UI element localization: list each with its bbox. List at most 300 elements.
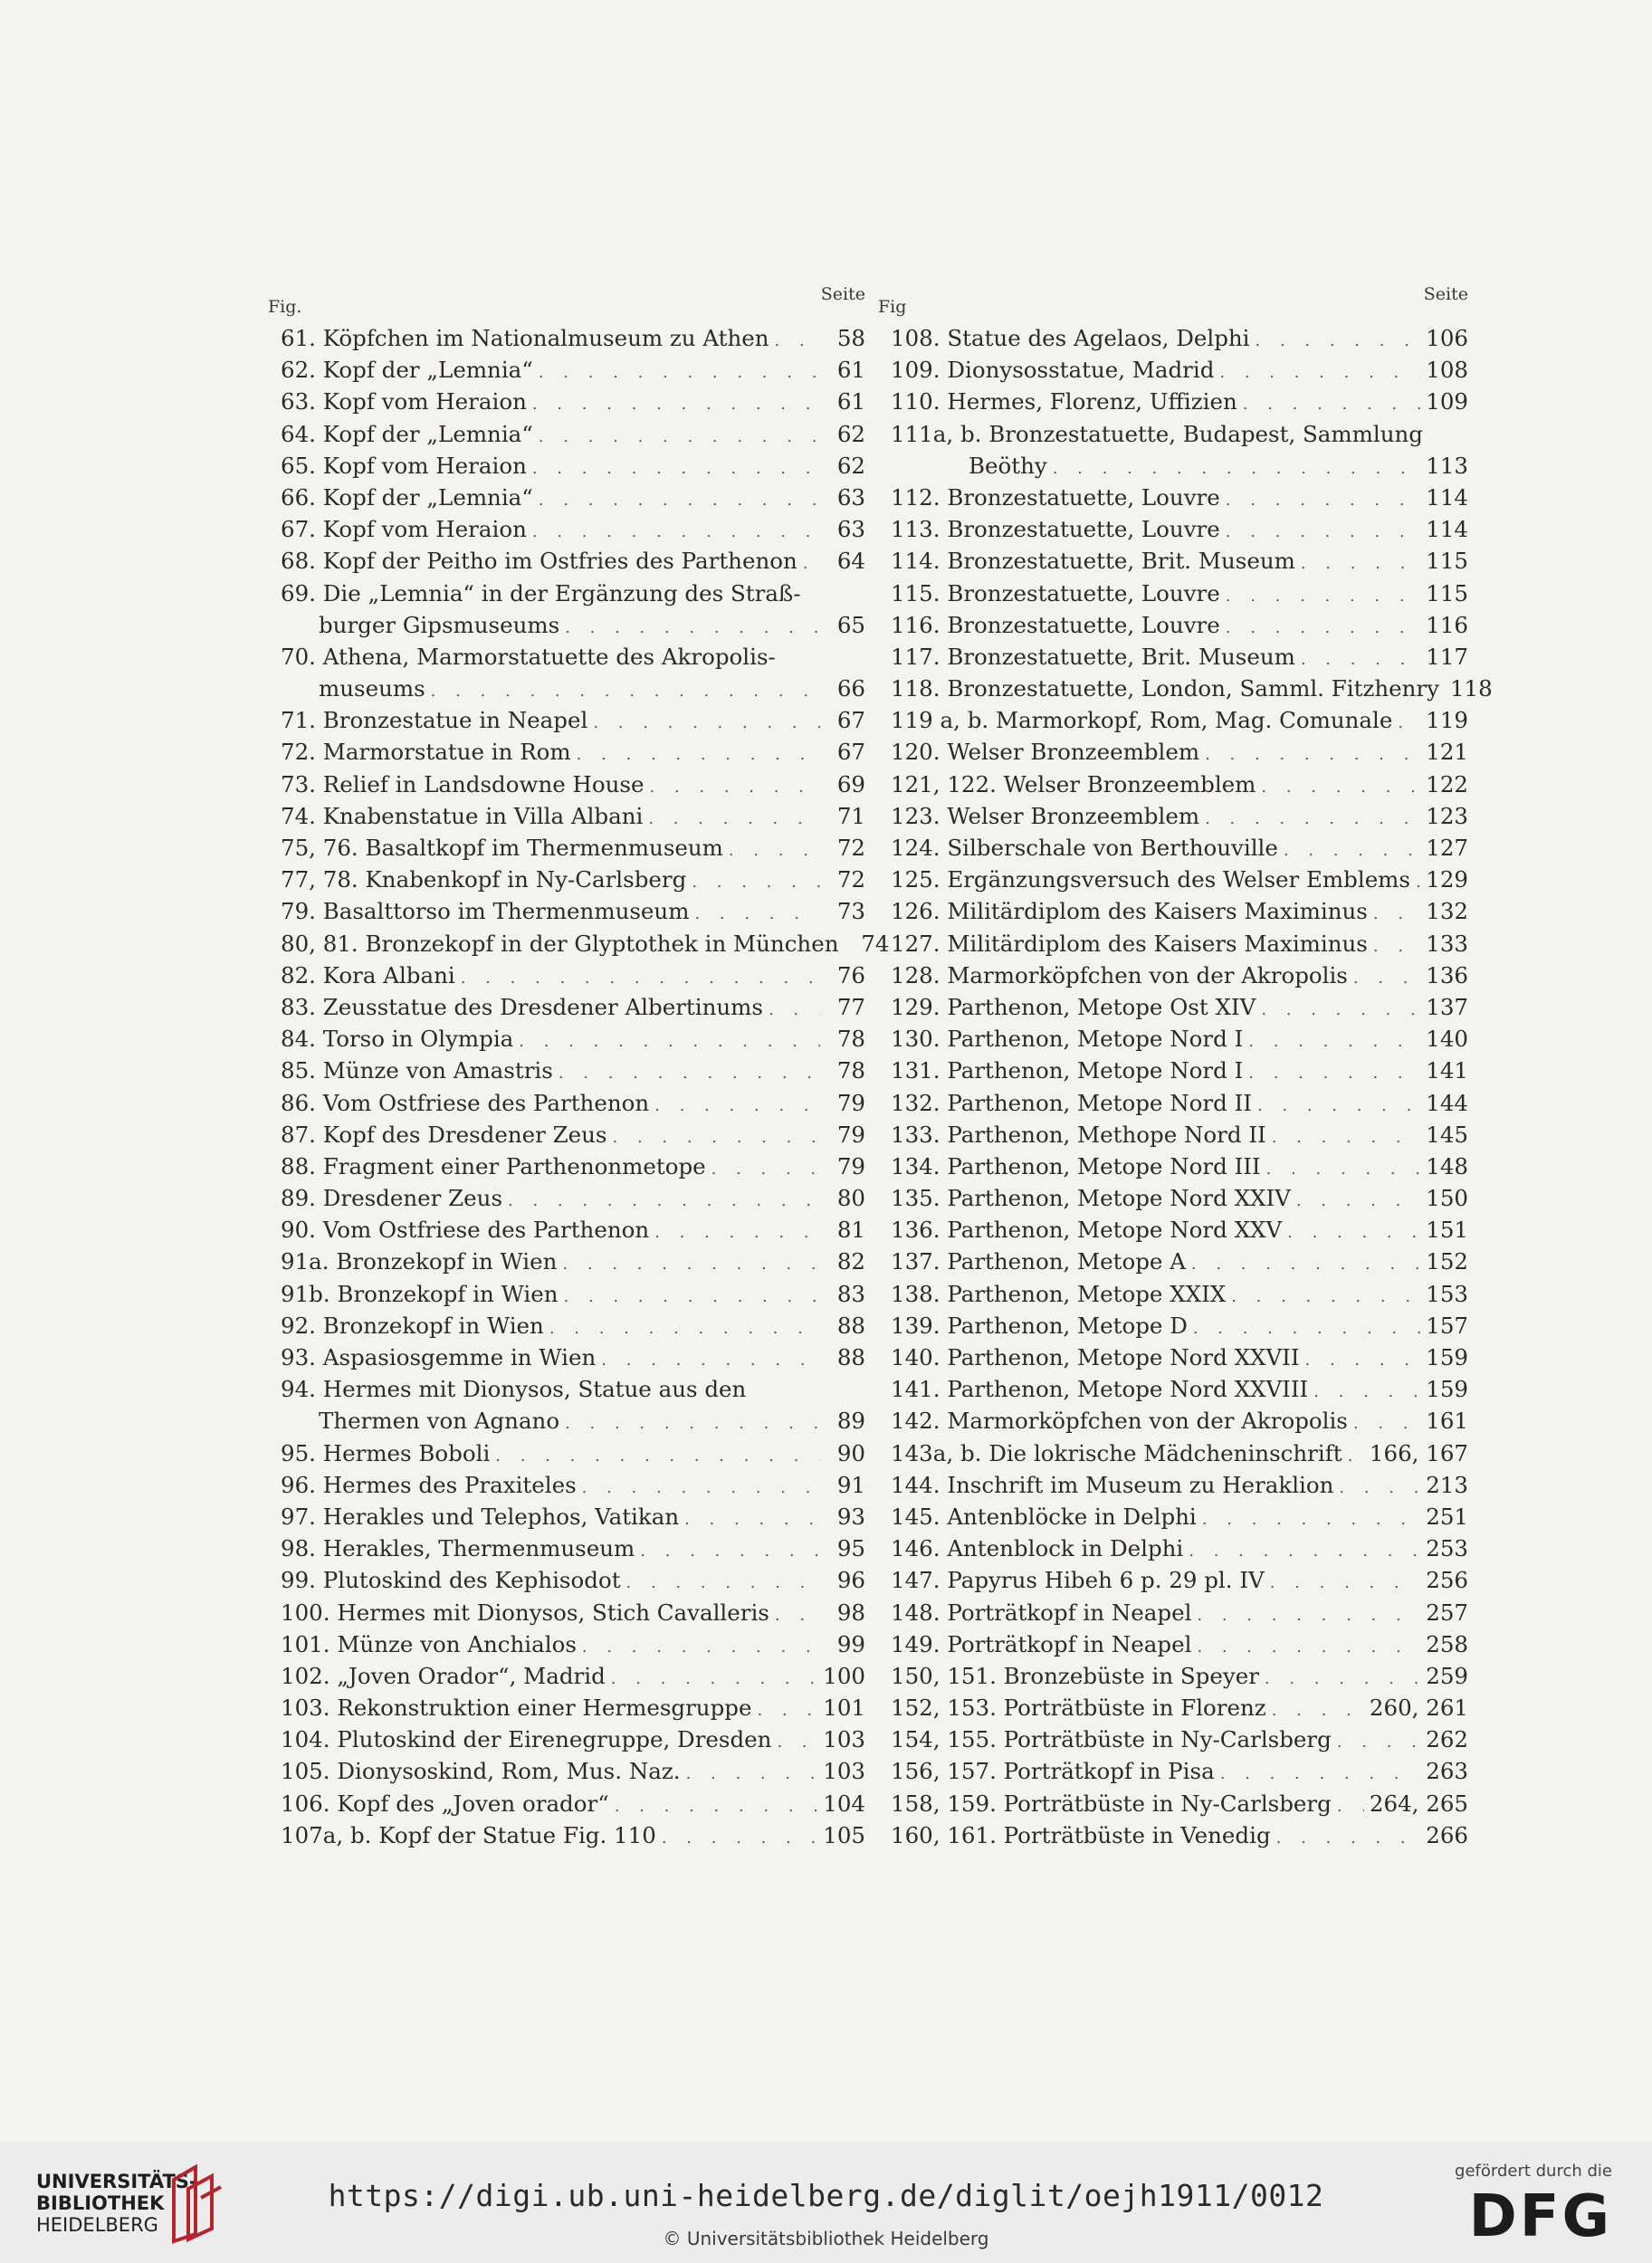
entry-page: 153 <box>1426 1280 1468 1307</box>
entry-page: 78 <box>836 1026 865 1053</box>
dot-leader <box>461 962 820 994</box>
dot-leader <box>539 484 820 516</box>
dot-leader <box>1193 1313 1420 1344</box>
entry-label: 101. Münze von Anchialos <box>281 1630 577 1657</box>
index-entry <box>878 1214 1468 1246</box>
entry-page: 63 <box>836 516 865 543</box>
entry-page: 119 <box>1426 707 1468 734</box>
dot-leader <box>684 1504 820 1535</box>
entry-page: 104 <box>823 1790 865 1817</box>
index-entry <box>878 769 1468 800</box>
entry-label: 65. Kopf vom Heraion <box>281 452 527 479</box>
dot-leader <box>565 612 820 644</box>
index-entry <box>878 864 1468 895</box>
dot-leader <box>615 1790 818 1822</box>
entry-page: 67 <box>836 707 865 734</box>
entry-label: 129. Parthenon, Metope Ost XIV <box>891 993 1256 1020</box>
entry-label: 124. Silberschale von Berthouville <box>891 835 1278 861</box>
entry-page: 116 <box>1426 611 1468 638</box>
index-entry <box>878 1278 1468 1310</box>
entry-page: 266 <box>1426 1821 1468 1848</box>
index-entry <box>878 1119 1468 1151</box>
dot-leader <box>1305 1344 1421 1376</box>
entry-label: 92. Bronzekopf in Wien <box>281 1312 544 1339</box>
entry-page: 106 <box>1426 325 1468 351</box>
viewer-footer <box>0 2142 1652 2263</box>
entry-label: 147. Papyrus Hibeh 6 p. 29 pl. IV <box>891 1567 1265 1594</box>
dot-leader <box>769 994 820 1026</box>
index-entry <box>268 1246 865 1277</box>
index-entry <box>878 928 1468 960</box>
entry-page: 159 <box>1426 1376 1468 1403</box>
entry-label: 102. „Joven Orador“, Madrid <box>281 1662 606 1689</box>
dot-leader <box>1272 1695 1364 1726</box>
entry-label: 83. Zeusstatue des Dresdener Albertinums <box>281 993 763 1020</box>
entry-page: 257 <box>1426 1599 1468 1626</box>
entry-page: 115 <box>1426 579 1468 606</box>
index-entry <box>268 578 865 609</box>
entry-page: 114 <box>1426 483 1468 511</box>
entry-page: 103 <box>823 1726 865 1753</box>
index-entry <box>878 1437 1468 1469</box>
entry-label: 72. Marmorstatue in Rom <box>281 739 571 766</box>
dot-leader <box>1248 1026 1420 1057</box>
dot-leader <box>559 1057 820 1089</box>
entry-label: 82. Kora Albani <box>281 961 455 988</box>
index-entry <box>878 1501 1468 1533</box>
entry-label: 66. Kopf der „Lemnia“ <box>281 483 533 511</box>
entry-label: 97. Herakles und Telephos, Vatikan <box>281 1503 680 1530</box>
index-entry <box>268 1533 865 1564</box>
entry-label: 103. Rekonstruktion einer Hermesgruppe <box>281 1695 752 1722</box>
index-entry <box>268 1660 865 1692</box>
dot-leader <box>729 835 820 866</box>
entry-label: 106. Kopf des „Joven orador“ <box>281 1790 609 1817</box>
header-seite: Seite <box>1423 284 1468 304</box>
entry-page: 71 <box>836 802 865 829</box>
index-entry <box>878 1692 1468 1724</box>
entry-label: 61. Köpfchen im Nationalmuseum zu Athen <box>281 325 769 351</box>
index-entry <box>268 928 890 960</box>
entry-label: 139. Parthenon, Metope D <box>891 1312 1188 1339</box>
dot-leader <box>611 1663 817 1695</box>
dot-leader <box>1373 931 1420 962</box>
index-entry <box>878 1660 1468 1692</box>
index-entry <box>268 800 865 832</box>
copyright-notice: © Universitätsbibliothek Heidelberg <box>663 2228 989 2249</box>
index-entry <box>878 578 1468 609</box>
index-entry <box>878 1533 1468 1564</box>
column-header <box>268 281 865 322</box>
entry-label: 160, 161. Porträtbüste in Venedig <box>891 1821 1271 1848</box>
index-entry <box>878 991 1468 1023</box>
dot-leader <box>711 1153 820 1185</box>
entry-page: 98 <box>836 1599 865 1626</box>
entry-page: 62 <box>836 452 865 479</box>
dot-leader <box>1301 644 1420 675</box>
entry-page: 93 <box>836 1503 865 1530</box>
dot-leader <box>565 1408 820 1439</box>
entry-label: 130. Parthenon, Metope Nord I <box>891 1026 1244 1053</box>
entry-label: 69. Die „Lemnia“ in der Ergänzung des Straß- <box>281 579 801 606</box>
entry-page: 159 <box>1426 1344 1468 1370</box>
dot-leader <box>613 1122 821 1153</box>
index-entry <box>878 1055 1468 1086</box>
index-entry <box>878 704 1468 736</box>
dot-leader <box>1197 1599 1420 1631</box>
permalink-url[interactable]: https://digi.ub.uni-heidelberg.de/diglit/oejh1911/0012 <box>328 2178 1324 2213</box>
dot-leader <box>1243 388 1420 420</box>
index-entry <box>268 1214 865 1246</box>
index-entry <box>268 832 865 864</box>
library-name-line3: HEIDELBERG <box>36 2214 158 2236</box>
entry-label: 94. Hermes mit Dionysos, Statue aus den <box>281 1376 747 1403</box>
entry-page: 108 <box>1426 357 1468 384</box>
entry-page: 89 <box>836 1408 865 1435</box>
dot-leader <box>1266 1153 1421 1185</box>
index-entry <box>878 1087 1468 1119</box>
entry-page: 144 <box>1426 1089 1468 1116</box>
entry-page: 67 <box>836 739 865 766</box>
entry-label: 121, 122. Welser Bronzeemblem <box>891 770 1256 797</box>
entry-label: 91b. Bronzekopf in Wien <box>281 1280 559 1307</box>
entry-page: 127 <box>1426 835 1468 861</box>
entry-page: 78 <box>836 1057 865 1084</box>
index-entry <box>268 1373 865 1405</box>
index-entry <box>268 960 865 991</box>
entry-page: 109 <box>1426 388 1468 415</box>
index-entry <box>878 1597 1468 1628</box>
dot-leader <box>1284 835 1420 866</box>
dot-leader <box>582 1472 820 1504</box>
entry-label: 143a, b. Die lokrische Mädcheninschrift <box>891 1439 1342 1466</box>
dot-leader <box>777 1726 817 1758</box>
entry-page: 96 <box>836 1567 865 1594</box>
index-entry <box>268 1182 865 1214</box>
entry-page: 76 <box>836 961 865 988</box>
entry-label: 119 a, b. Marmorkopf, Rom, Mag. Comunale <box>891 707 1393 734</box>
index-entry <box>268 704 865 736</box>
dot-leader <box>1191 1248 1420 1280</box>
column-header <box>878 281 1468 322</box>
index-entry <box>268 1437 865 1469</box>
entry-label: 77, 78. Knabenkopf in Ny-Carlsberg <box>281 866 687 893</box>
entry-page: 61 <box>836 357 865 384</box>
index-entry <box>268 1055 865 1086</box>
entry-label: 111a, b. Bronzestatuette, Budapest, Sammlung <box>891 420 1423 447</box>
entry-page: 148 <box>1426 1152 1468 1179</box>
index-entry <box>268 1628 865 1660</box>
index-entry <box>268 1755 865 1787</box>
entry-label: 131. Parthenon, Metope Nord I <box>891 1057 1244 1084</box>
index-entry <box>878 641 1468 673</box>
index-entry <box>268 354 865 386</box>
entry-label: 87. Kopf des Dresdener Zeus <box>281 1121 607 1148</box>
entry-page: 150 <box>1426 1185 1468 1212</box>
entry-page: 88 <box>836 1344 865 1370</box>
entry-page: 251 <box>1426 1503 1468 1530</box>
entry-label: 62. Kopf der „Lemnia“ <box>281 357 533 384</box>
entry-label: 134. Parthenon, Metope Nord III <box>891 1152 1261 1179</box>
index-entry <box>268 482 865 513</box>
dot-leader <box>1219 357 1420 388</box>
entry-page: 133 <box>1426 930 1468 957</box>
entry-page: 90 <box>836 1439 865 1466</box>
dot-leader <box>1205 803 1420 835</box>
entry-page: 63 <box>836 483 865 511</box>
entry-page: 263 <box>1426 1758 1468 1785</box>
entry-label: Thermen von Agnano <box>319 1408 560 1435</box>
dot-leader <box>1353 962 1420 994</box>
header-fig: Fig <box>878 297 907 317</box>
index-entry <box>878 895 1468 927</box>
index-entry <box>268 1819 865 1851</box>
entry-page: 259 <box>1426 1662 1468 1689</box>
dot-leader <box>662 1822 817 1854</box>
entry-label: 142. Marmorköpfchen von der Akropolis <box>891 1408 1348 1435</box>
entry-label: 71. Bronzestatue in Neapel <box>281 707 588 734</box>
entry-page: 66 <box>836 675 865 702</box>
entry-label: burger Gipsmuseums <box>319 611 560 638</box>
dot-leader <box>593 707 820 739</box>
index-entry <box>878 1023 1468 1055</box>
dot-leader <box>495 1440 820 1472</box>
index-entry <box>878 450 1468 482</box>
index-entry <box>878 1469 1468 1501</box>
entry-page: 161 <box>1426 1408 1468 1435</box>
entry-page: 264, 265 <box>1369 1790 1468 1817</box>
entry-label: 158, 159. Porträtbüste in Ny-Carlsberg <box>891 1790 1332 1817</box>
entry-page: 83 <box>836 1280 865 1307</box>
entry-page: 62 <box>836 420 865 447</box>
index-entry <box>268 736 865 768</box>
index-entry <box>878 609 1468 641</box>
entry-label: Beöthy <box>969 452 1047 479</box>
index-entry <box>268 1278 865 1310</box>
dot-leader <box>1261 994 1420 1026</box>
dot-leader <box>640 1535 820 1567</box>
index-entry <box>268 864 865 895</box>
entry-page: 122 <box>1426 770 1468 797</box>
index-entry <box>268 418 865 450</box>
entry-label: 67. Kopf vom Heraion <box>281 516 527 543</box>
entry-page: 118 <box>1449 675 1493 702</box>
entry-label: 146. Antenblock in Delphi <box>891 1535 1184 1562</box>
dot-leader <box>1398 707 1420 739</box>
index-entry <box>878 736 1468 768</box>
index-entry <box>878 1342 1468 1373</box>
entry-page: 152 <box>1426 1248 1468 1275</box>
dot-leader <box>519 1026 820 1057</box>
entry-label: 141. Parthenon, Metope Nord XXVIII <box>891 1376 1309 1403</box>
entry-label: 138. Parthenon, Metope XXIX <box>891 1280 1227 1307</box>
dot-leader <box>1337 1790 1364 1822</box>
dot-leader <box>1053 453 1421 484</box>
header-seite: Seite <box>820 284 865 304</box>
entry-label: 110. Hermes, Florenz, Uffizien <box>891 388 1237 415</box>
dot-leader <box>1265 1663 1420 1695</box>
dot-leader <box>1272 1122 1421 1153</box>
entry-page: 99 <box>836 1630 865 1657</box>
entry-label: 149. Porträtkopf in Neapel <box>891 1630 1192 1657</box>
entry-label: 114. Bronzestatuette, Brit. Museum <box>891 548 1295 575</box>
index-entry <box>878 800 1468 832</box>
index-entry <box>878 832 1468 864</box>
dot-leader <box>626 1567 820 1599</box>
dot-leader <box>654 1090 820 1122</box>
index-entry <box>268 1469 865 1501</box>
entry-page: 82 <box>836 1248 865 1275</box>
entry-label: 105. Dionysoskind, Rom, Mus. Naz. <box>281 1758 681 1785</box>
dot-leader <box>1256 325 1421 357</box>
entry-page: 166, 167 <box>1369 1439 1468 1466</box>
dot-leader <box>1276 1822 1421 1854</box>
entry-page: 73 <box>836 898 865 925</box>
dot-leader <box>1301 548 1420 579</box>
index-entry <box>878 1628 1468 1660</box>
index-entry <box>268 641 865 673</box>
library-name-line2: BIBLIOTHEK <box>36 2192 165 2214</box>
entry-label: 140. Parthenon, Metope Nord XXVII <box>891 1344 1300 1370</box>
dot-leader <box>1339 1472 1420 1504</box>
entry-label: 95. Hermes Boboli <box>281 1439 491 1466</box>
dot-leader <box>1202 1504 1420 1535</box>
index-entry <box>268 1119 865 1151</box>
entry-page: 105 <box>823 1821 865 1848</box>
entry-page: 151 <box>1426 1217 1468 1244</box>
index-entry <box>268 895 865 927</box>
dot-leader <box>1261 771 1420 803</box>
entry-label: 145. Antenblöcke in Delphi <box>891 1503 1197 1530</box>
entry-label: 137. Parthenon, Metope A <box>891 1248 1186 1275</box>
index-entry <box>878 513 1468 545</box>
dot-leader <box>577 739 820 770</box>
index-entry <box>878 354 1468 386</box>
entry-label: 117. Bronzestatuette, Brit. Museum <box>891 643 1295 670</box>
index-entry <box>878 545 1468 577</box>
entry-page: 114 <box>1426 516 1468 543</box>
entry-page: 77 <box>836 993 865 1020</box>
entry-page: 72 <box>836 866 865 893</box>
funding-note: gefördert durch die <box>1455 2162 1612 2181</box>
dot-leader <box>1231 1281 1420 1313</box>
dot-leader <box>562 1248 820 1280</box>
index-entry <box>268 513 865 545</box>
index-entry <box>878 1819 1468 1851</box>
dot-leader <box>532 453 820 484</box>
entry-label: 85. Münze von Amastris <box>281 1057 553 1084</box>
dot-leader <box>803 548 820 579</box>
index-entry <box>268 769 865 800</box>
dfg-logo[interactable]: DFG <box>1468 2183 1612 2250</box>
dot-leader <box>1226 580 1420 612</box>
index-entry <box>878 1564 1468 1596</box>
entry-label: 98. Herakles, Thermenmuseum <box>281 1535 635 1562</box>
dot-leader <box>1348 1440 1364 1472</box>
index-entry <box>268 1597 865 1628</box>
entry-page: 123 <box>1426 802 1468 829</box>
dot-leader <box>1296 1185 1420 1217</box>
entry-page: 79 <box>836 1121 865 1148</box>
entry-page: 136 <box>1426 961 1468 988</box>
entry-page: 79 <box>836 1152 865 1179</box>
index-entry <box>878 1405 1468 1437</box>
entry-page: 258 <box>1426 1630 1468 1657</box>
entry-label: 128. Marmorköpfchen von der Akropolis <box>891 961 1348 988</box>
index-entry <box>268 386 865 417</box>
entry-label: 109. Dionysosstatue, Madrid <box>891 357 1215 384</box>
dot-leader <box>564 1281 821 1313</box>
entry-label: 80, 81. Bronzekopf in der Glyptothek in München <box>281 930 839 957</box>
index-entry <box>878 386 1468 417</box>
entry-page: 157 <box>1426 1312 1468 1339</box>
dot-leader <box>1337 1726 1420 1758</box>
header-fig: Fig. <box>268 297 302 317</box>
index-entry <box>268 1405 865 1437</box>
index-entry <box>878 1182 1468 1214</box>
index-column-right <box>878 281 1493 1851</box>
entry-page: 129 <box>1426 866 1468 893</box>
dot-leader <box>1287 1217 1420 1248</box>
dot-leader <box>1189 1535 1420 1567</box>
entry-label: 93. Aspasiosgemme in Wien <box>281 1344 597 1370</box>
dot-leader <box>694 898 820 930</box>
index-entry <box>268 673 865 704</box>
entry-label: 115. Bronzestatuette, Louvre <box>891 579 1220 606</box>
index-entry <box>878 673 1493 704</box>
library-name-line1: UNIVERSITÄTS- <box>36 2171 197 2192</box>
entry-label: 68. Kopf der Peitho im Ostfries des Parthenon <box>281 548 797 575</box>
index-entry <box>268 1501 865 1533</box>
dot-leader <box>648 803 820 835</box>
entry-page: 113 <box>1426 452 1468 479</box>
dot-leader <box>1313 1376 1420 1408</box>
index-entry <box>268 1023 865 1055</box>
dot-leader <box>654 1217 820 1248</box>
entry-page: 117 <box>1426 643 1468 670</box>
dot-leader <box>549 1313 820 1344</box>
entry-page: 91 <box>836 1471 865 1498</box>
entry-label: 100. Hermes mit Dionysos, Stich Cavalleris <box>281 1599 769 1626</box>
entry-label: 79. Basalttorso im Thermenmuseum <box>281 898 690 925</box>
entry-page: 65 <box>836 611 865 638</box>
entry-label: 116. Bronzestatuette, Louvre <box>891 611 1220 638</box>
entry-page: 262 <box>1426 1726 1468 1753</box>
index-entry <box>268 1310 865 1342</box>
entry-label: 132. Parthenon, Metope Nord II <box>891 1089 1252 1116</box>
entry-label: 156, 157. Porträtkopf in Pisa <box>891 1758 1215 1785</box>
index-entry <box>878 1755 1468 1787</box>
entry-label: 133. Parthenon, Methope Nord II <box>891 1121 1266 1148</box>
index-entry <box>268 1692 865 1724</box>
entry-page: 80 <box>836 1185 865 1212</box>
entry-label: 118. Bronzestatuette, London, Samml. Fitzhenry <box>891 675 1439 702</box>
entry-page: 121 <box>1426 739 1468 766</box>
entry-page: 61 <box>836 388 865 415</box>
entry-label: 113. Bronzestatuette, Louvre <box>891 516 1220 543</box>
entry-label: 112. Bronzestatuette, Louvre <box>891 483 1220 511</box>
entry-page: 103 <box>823 1758 865 1785</box>
index-entry <box>268 1788 865 1819</box>
entry-label: 152, 153. Porträtbüste in Florenz <box>891 1695 1266 1722</box>
dot-leader <box>649 771 820 803</box>
index-entry <box>878 1788 1468 1819</box>
dot-leader <box>1257 1090 1420 1122</box>
index-entry <box>268 1564 865 1596</box>
entry-label: 150, 151. Bronzebüste in Speyer <box>891 1662 1259 1689</box>
index-entry <box>878 322 1468 354</box>
entry-page: 100 <box>823 1662 865 1689</box>
